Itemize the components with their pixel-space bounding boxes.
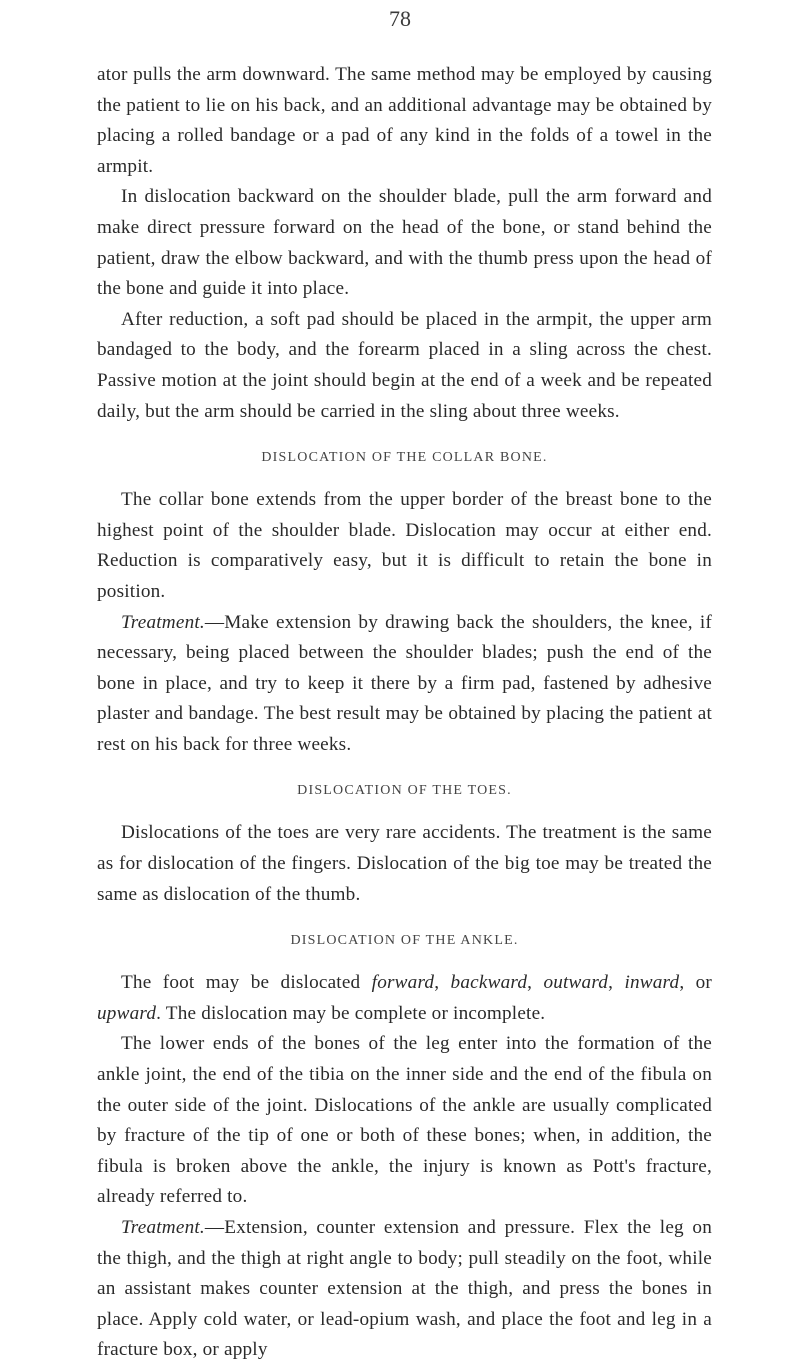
paragraph-ankle-directions (97, 968, 712, 1029)
paragraph-collar-bone-intro: The collar bone extends from the upper border of the breast bone to the highest point of the shoulder blade. Dislocation may occur at either end. Reduction is comparatively easy, but it is difficult to retain the bone in position. (97, 489, 712, 602)
direction-forward: forward (371, 972, 435, 994)
paragraph-continued: ator pulls the arm downward. The same method may be employed by causing the patient to lie on his back, and an additional advantage may be obtained by placing a rolled bandage or a pad of any kind in the folds of a towel in the armpit. (97, 64, 712, 177)
heading-ankle: DISLOCATION OF THE ANKLE. (290, 933, 519, 949)
ankle-intro-end: . The dislocation may be complete or incomplete. (156, 1002, 546, 1024)
treatment-text: —Extension, counter extension and pressure. Flex the leg on the thigh, and the thigh at right angle to body; pull steadily on the foot, while an assistant makes counter extension at the thigh, and press the bones in place. Apply cold water, or lead-opium wash, and place the foot and leg in a fracture box, or apply (97, 1217, 712, 1361)
treatment-label: Treatment. (121, 611, 205, 633)
separator: , (434, 972, 451, 994)
heading-toes: DISLOCATION OF THE TOES. (297, 783, 512, 799)
separator: , or (679, 972, 713, 994)
direction-backward: backward (450, 972, 528, 994)
direction-upward: upward (97, 1002, 157, 1024)
page-number: 78 (389, 6, 411, 31)
paragraph-ankle-treatment (97, 1213, 712, 1366)
treatment-text: —Make extension by drawing back the shoulders, the knee, if necessary, being placed between the shoulder blades; push the end of the bone in place, and try to keep it there by a firm pad, fastened by adhesive plaster and bandage. The best result may be obtained by placing the patient at rest on his back for three weeks. (97, 611, 712, 755)
direction-inward: inward (624, 972, 680, 994)
heading-collar-bone: DISLOCATION OF THE COLLAR BONE. (261, 450, 548, 466)
treatment-label: Treatment. (121, 1217, 205, 1238)
direction-outward: outward (543, 972, 609, 994)
separator: , (527, 972, 544, 994)
paragraph-backward-dislocation: In dislocation backward on the shoulder blade, pull the arm forward and make direct pressure forward on the head of the bone, or stand behind the patient, draw the elbow backward, and with the thumb press upon the head of the bone and guide it into place. (97, 186, 712, 300)
ankle-intro-text: The foot may be dislocated (121, 972, 372, 994)
separator: , (608, 972, 625, 994)
paragraph-collar-bone-treatment (97, 608, 712, 761)
paragraph-toes: Dislocations of the toes are very rare accidents. The treatment is the same as for dislocation of the fingers. Dislocation of the big toe may be treated the same as dislocation of the thumb. (97, 822, 712, 905)
text-column (97, 60, 712, 1366)
paragraph-after-reduction: After reduction, a soft pad should be placed in the armpit, the upper arm bandaged to the body, and the forearm placed in a sling across the chest. Passive motion at the joint should begin at the end of a week and be repeated daily, but the arm should be carried in the sling about three weeks. (97, 308, 712, 422)
paragraph-ankle-anatomy: The lower ends of the bones of the leg enter into the formation of the ankle joint, the end of the tibia on the inner side and the end of the fibula on the outer side of the joint. Dislocations of the ankle are usually complicated by fracture of the tip of one or both of these bones; when, in addition, the fibula is broken above the ankle, the injury is known as Pott's fracture, already referred to. (97, 1033, 712, 1208)
